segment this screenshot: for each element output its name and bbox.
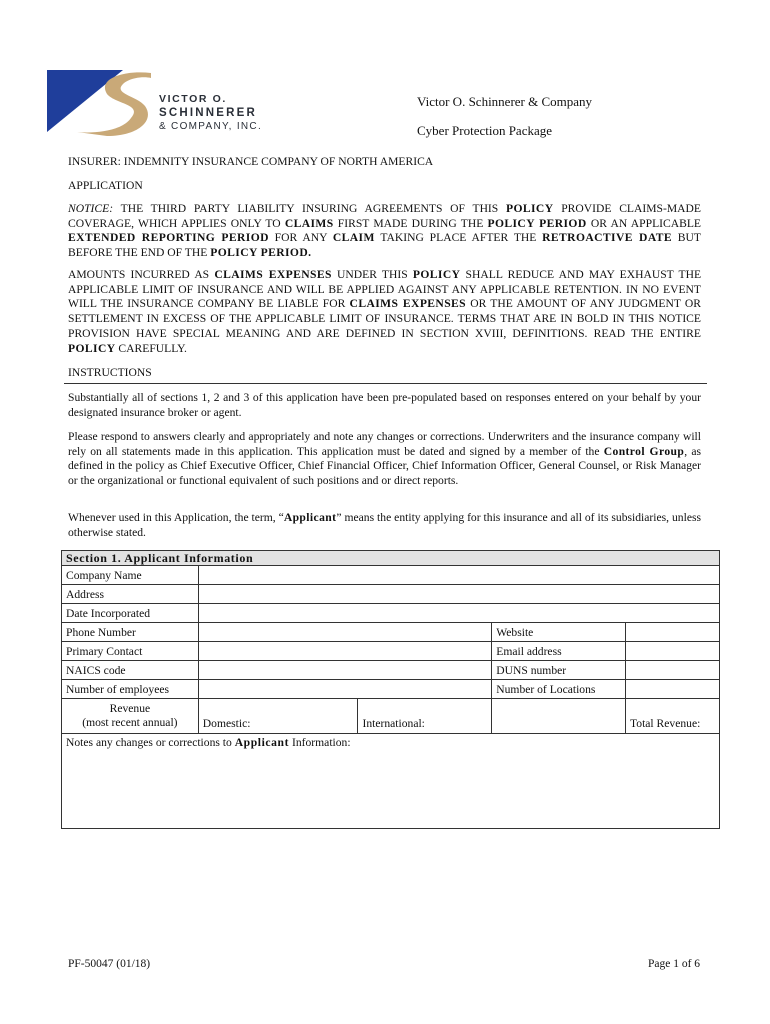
amounts-term: CLAIMS EXPENSES [349,297,467,311]
website-label: Website [492,623,626,642]
duns-label: DUNS number [492,661,626,680]
employees-label: Number of employees [62,680,199,699]
logo-line-1: VICTOR O. [159,93,227,105]
instructions-divider [64,383,707,384]
naics-field[interactable] [198,661,491,680]
amounts-paragraph [68,268,701,356]
notice-term: CLAIMS [284,216,334,230]
instructions-paragraph-2 [68,430,701,489]
duns-field[interactable] [626,661,720,680]
domestic-revenue-field[interactable] [198,699,358,734]
form-id: PF-50047 (01/18) [68,958,151,970]
locations-label: Number of Locations [492,680,626,699]
revenue-label-line-1: Revenue [109,702,151,715]
notice-term: POLICY PERIOD [487,216,587,230]
website-field[interactable] [626,623,720,642]
page-number: Page 1 of 6 [648,958,701,970]
total-revenue-field[interactable] [626,699,720,734]
notice-text: OR AN APPLICABLE [586,216,702,230]
date-incorporated-field[interactable] [198,604,719,623]
notes-label: Information: [289,736,351,749]
section-title: Section 1. Applicant Information [62,551,720,566]
revenue-blank-cell[interactable] [492,699,626,734]
notice-text: BUT BEFORE THE END OF THE [68,231,701,260]
address-field[interactable] [198,585,719,604]
logo-line-2: SCHINNERER [159,106,258,119]
notice-paragraph [68,202,701,261]
notice-text: THE THIRD PARTY LIABILITY INSURING AGREEMENTS OF THIS [113,202,506,215]
logo-wordmark [159,94,262,132]
international-label: International: [362,717,425,730]
phone-label: Phone Number [62,623,199,642]
phone-field[interactable] [198,623,491,642]
amounts-term: CLAIMS EXPENSES [214,268,332,281]
notice-term: EXTENDED REPORTING PERIOD [68,231,269,245]
notice-label: NOTICE: [68,202,114,215]
international-revenue-field[interactable] [358,699,492,734]
employees-field[interactable] [198,680,491,699]
application-label: APPLICATION [68,179,143,192]
instructions-text: Whenever used in this Application, the term, “ [68,511,284,524]
primary-contact-field[interactable] [198,642,491,661]
amounts-text: UNDER THIS [331,268,413,281]
control-group-term: Control Group [603,444,685,458]
total-revenue-label: Total Revenue: [630,717,701,730]
notes-label: Notes any changes or corrections to [66,736,235,749]
notes-applicant-term: Applicant [234,736,290,749]
date-incorporated-label: Date Incorporated [62,604,199,623]
domestic-label: Domestic: [202,717,251,730]
notice-term: RETROACTIVE DATE [542,231,673,245]
instructions-paragraph-3 [68,511,701,540]
amounts-text: AMOUNTS INCURRED AS [68,268,215,281]
locations-field[interactable] [626,680,720,699]
notice-text: PROVIDE CLAIMS-MADE COVERAGE, WHICH APPLIES ONLY TO [68,202,701,230]
amounts-term: POLICY [412,268,461,281]
notice-text: TAKING PLACE AFTER THE [374,231,543,245]
logo-line-3: & COMPANY, INC. [159,121,263,132]
notice-term: POLICY PERIOD. [210,246,312,260]
applicant-info-table [61,550,720,829]
notice-text: FOR ANY [268,231,333,245]
revenue-label [62,699,199,734]
revenue-label-line-2: (most recent annual) [82,716,178,729]
instructions-heading: INSTRUCTIONS [68,366,152,379]
address-label: Address [62,585,199,604]
insurer-line: INSURER: INDEMNITY INSURANCE COMPANY OF NORTH AMERICA [68,155,434,168]
company-name-field[interactable] [198,566,719,585]
amounts-text: OR THE AMOUNT OF ANY JUDGMENT OR SETTLEMENT IN EXCESS OF THE APPLICABLE LIMIT OF INSURANCE. TERMS THAT ARE IN BOLD IN THIS NOTICE PROVISION HAVE SPECIAL MEANING AND ARE DEFINED IN SECTION XVIII, DEFINITIONS. READ THE ENTIRE [68,297,701,340]
instructions-text: Please respond to answers clearly and appropriately and note any changes or corrections. Underwriters and the insurance company will rely on all statements made in this application. This application must be dated and signed by a member of the [68,430,701,458]
email-field[interactable] [626,642,720,661]
notes-field[interactable] [62,734,720,829]
amounts-text: CAREFULLY. [115,341,187,355]
amounts-term: POLICY [68,341,116,355]
header-package: Cyber Protection Package [417,123,553,138]
instructions-paragraph-1: Substantially all of sections 1, 2 and 3 of this application have been pre-populated based on responses entered on your behalf by your designated insurance broker or agent. [68,391,701,419]
instructions-text: , as defined in the policy as Chief Executive Officer, Chief Financial Officer, Chief Information Officer, General Counsel, or Risk Manager or the organizational or functional equivalent of such positions and or direct reports. [68,444,701,488]
notice-term: POLICY [505,202,554,215]
instructions-text: ” means the entity applying for this insurance and all of its subsidiaries, unless otherwise stated. [68,511,701,539]
amounts-text: SHALL REDUCE AND MAY EXHAUST THE APPLICABLE LIMIT OF INSURANCE AND WILL BE APPLIED AGAINST ANY APPLICABLE RETENTION. IN NO EVENT WILL THE INSURANCE COMPANY BE LIABLE FOR [68,268,702,311]
notice-term: CLAIM [332,231,375,245]
company-logo [47,70,277,136]
notice-text: FIRST MADE DURING THE [333,216,488,230]
primary-contact-label: Primary Contact [62,642,199,661]
naics-label: NAICS code [62,661,199,680]
company-name-label: Company Name [62,566,199,585]
applicant-term: Applicant [283,511,337,524]
email-label: Email address [492,642,626,661]
logo-mark-icon [47,70,157,136]
header-company: Victor O. Schinnerer & Company [417,94,593,109]
